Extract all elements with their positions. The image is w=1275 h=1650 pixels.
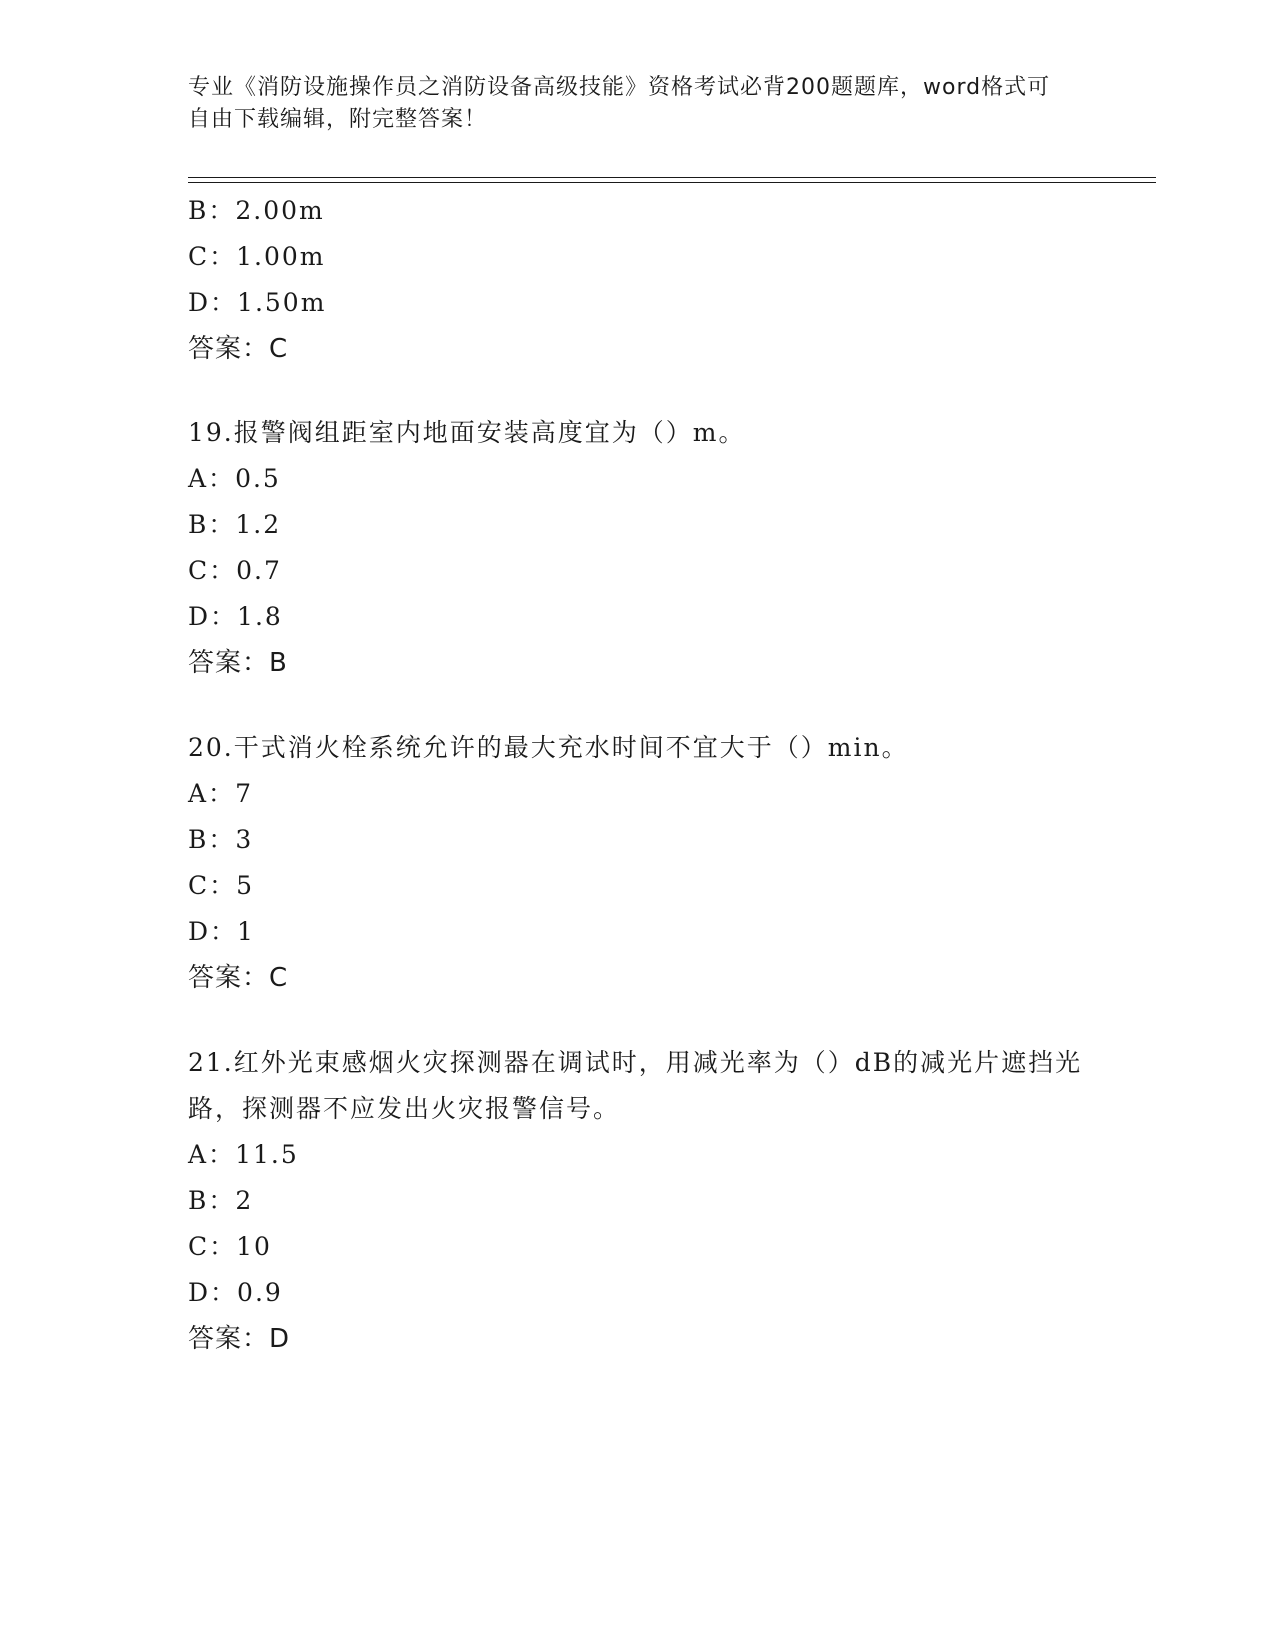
answer: 答案：C	[188, 334, 289, 364]
option-c: C：5	[188, 871, 255, 900]
option-d: D：1.50m	[188, 288, 327, 317]
option-a: A：0.5	[188, 464, 281, 493]
question-text: 21.红外光束感烟火灾探测器在调试时，用减光率为（）dB的减光片遮挡光路，探测器不应发出火灾报警信号。	[188, 1048, 1083, 1123]
header-divider-top	[188, 177, 1156, 178]
option-b: B：3	[188, 825, 254, 854]
option-d: D：1.8	[188, 602, 283, 631]
option-a: A：7	[188, 779, 253, 808]
question-19	[188, 410, 1088, 686]
header-divider-bottom	[188, 182, 1156, 183]
option-c: C：0.7	[188, 556, 282, 585]
option-a: A：11.5	[188, 1140, 299, 1169]
question-text: 19.报警阀组距室内地面安装高度宜为（）m。	[188, 418, 746, 447]
question-21	[188, 1040, 1088, 1362]
continued-question	[188, 188, 1088, 372]
question-20	[188, 725, 1088, 1001]
answer: 答案：B	[188, 648, 288, 678]
option-b: B：1.2	[188, 510, 282, 539]
question-text: 20.干式消火栓系统允许的最大充水时间不宜大于（）min。	[188, 733, 909, 762]
option-d: D：1	[188, 917, 255, 946]
answer: 答案：C	[188, 963, 289, 993]
option-d: D：0.9	[188, 1278, 283, 1307]
option-b: B：2	[188, 1186, 254, 1215]
option-c: C：1.00m	[188, 242, 326, 271]
option-b: B：2.00m	[188, 196, 325, 225]
answer: 答案：D	[188, 1324, 291, 1354]
option-c: C：10	[188, 1232, 272, 1261]
document-header: 专业《消防设施操作员之消防设备高级技能》资格考试必背200题题库，word格式可自由下载编辑，附完整答案！	[188, 75, 1051, 132]
